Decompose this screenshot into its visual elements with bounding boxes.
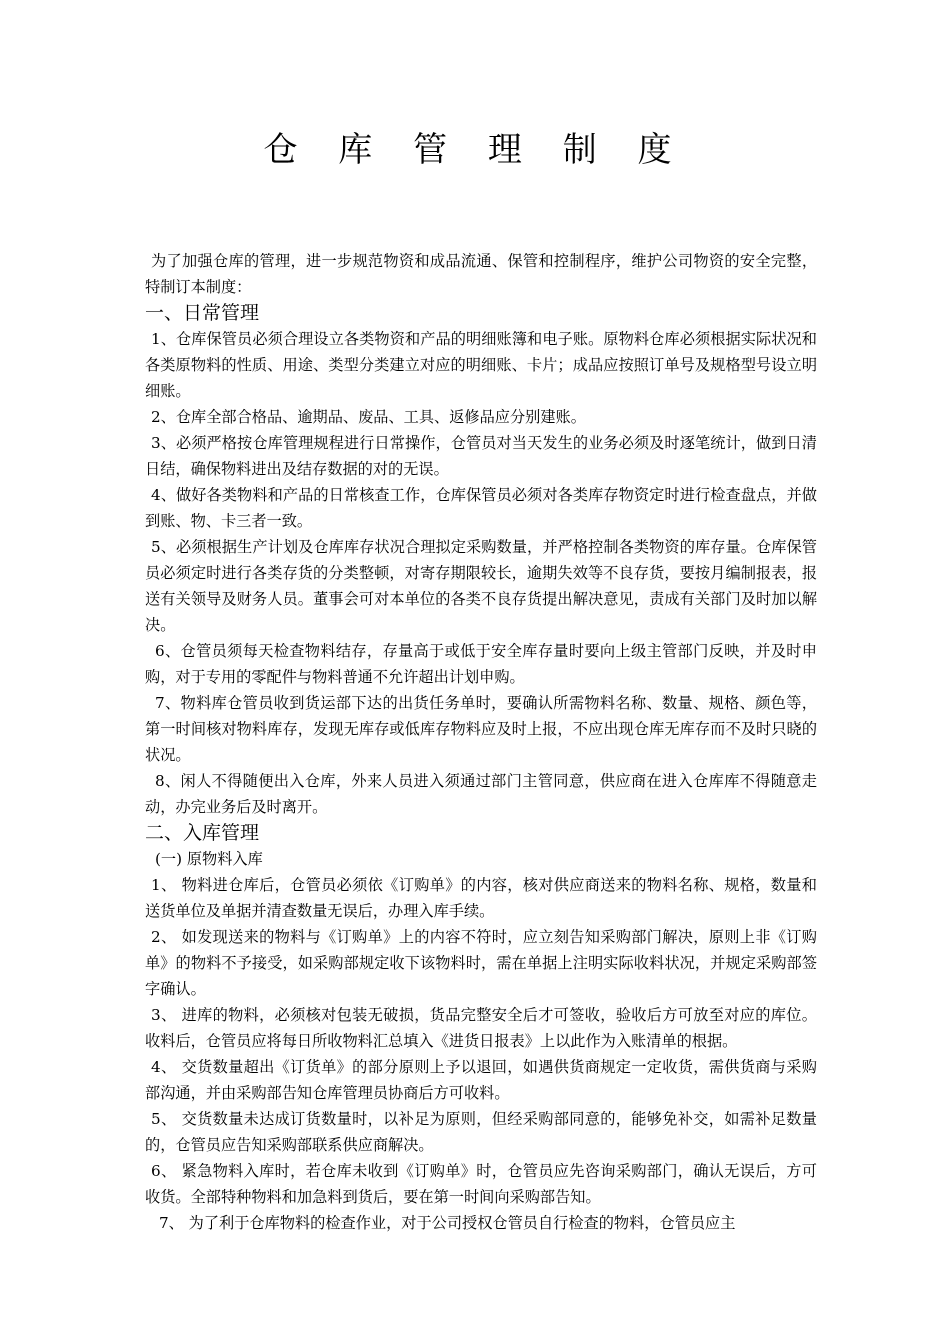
inbound-item-7: 7、 为了利于仓库物料的检查作业，对于公司授权仓管员自行检查的物料，仓管员应主 xyxy=(159,1214,736,1232)
section-heading-inbound-management: 二、入库管理 xyxy=(145,822,260,844)
inbound-item-4: 4、 交货数量超出《订货单》的部分原则上予以退回，如遇供货商规定一定收货，需供货商与采购部沟通，并由采购部告知仓库管理员协商后方可收料。 xyxy=(145,1058,817,1102)
daily-item-3: 3、必须严格按仓库管理规程进行日常操作，仓管员对当天发生的业务必须及时逐笔统计，做到日清日结，确保物料进出及结存数据的对的无误。 xyxy=(145,434,817,478)
document-title: 仓 库 管 理 制 度 xyxy=(263,130,687,170)
inbound-item-6: 6、 紧急物料入库时，若仓库未收到《订购单》时，仓管员应先咨询采购部门，确认无误后，方可收货。全部特种物料和加急料到货后，要在第一时间向采购部告知。 xyxy=(145,1162,817,1206)
inbound-item-1: 1、 物料进仓库后，仓管员必须依《订购单》的内容，核对供应商送来的物料名称、规格，数量和送货单位及单据并清查数量无误后，办理入库手续。 xyxy=(145,876,817,920)
section-heading-daily-management: 一、日常管理 xyxy=(145,302,260,324)
inbound-item-2: 2、 如发现送来的物料与《订购单》上的内容不符时，应立刻告知采购部门解决，原则上非《订购单》的物料不予接受，如采购部规定收下该物料时，需在单据上注明实际收料状况，并规定采购部签字确认。 xyxy=(145,928,817,998)
daily-item-6: 6、仓管员须每天检查物料结存，存量高于或低于安全库存量时要向上级主管部门反映，并及时申购，对于专用的零配件与物料普通不允许超出计划申购。 xyxy=(145,642,817,686)
subsection-heading-raw-material-inbound: (一) 原物料入库 xyxy=(155,850,263,868)
document-body xyxy=(145,248,817,1236)
daily-item-2: 2、仓库全部合格品、逾期品、废品、工具、返修品应分别建账。 xyxy=(151,408,586,426)
daily-item-1: 1、仓库保管员必须合理设立各类物资和产品的明细账簿和电子账。原物料仓库必须根据实际状况和各类原物料的性质、用途、类型分类建立对应的明细账、卡片；成品应按照订单号及规格型号设立明细账。 xyxy=(145,330,817,400)
daily-item-5: 5、必须根据生产计划及仓库库存状况合理拟定采购数量，并严格控制各类物资的库存量。仓库保管员必须定时进行各类存货的分类整顿，对寄存期限较长，逾期失效等不良存货，要按月编制报表，报送有关领导及财务人员。董事会可对本单位的各类不良存货提出解决意见，责成有关部门及时加以解决。 xyxy=(145,538,817,634)
intro-paragraph: 为了加强仓库的管理，进一步规范物资和成品流通、保管和控制程序，维护公司物资的安全完整，特制订本制度： xyxy=(145,252,817,296)
daily-item-8: 8、闲人不得随便出入仓库，外来人员进入须通过部门主管同意，供应商在进入仓库库不得随意走动，办完业务后及时离开。 xyxy=(145,772,817,816)
daily-item-4: 4、做好各类物料和产品的日常核查工作，仓库保管员必须对各类库存物资定时进行检查盘点，并做到账、物、卡三者一致。 xyxy=(145,486,817,530)
inbound-item-3: 3、 进库的物料，必须核对包装无破损，货品完整安全后才可签收，验收后方可放至对应的库位。收料后，仓管员应将每日所收物料汇总填入《进货日报表》上以此作为入账清单的根据。 xyxy=(145,1006,817,1050)
inbound-item-5: 5、 交货数量未达成订货数量时，以补足为原则，但经采购部同意的，能够免补交，如需补足数量的，仓管员应告知采购部联系供应商解决。 xyxy=(145,1110,817,1154)
daily-item-7: 7、物料库仓管员收到货运部下达的出货任务单时，要确认所需物料名称、数量、规格、颜色等，第一时间核对物料库存，发现无库存或低库存物料应及时上报，不应出现仓库无库存而不及时只晓的状况。 xyxy=(145,694,817,764)
